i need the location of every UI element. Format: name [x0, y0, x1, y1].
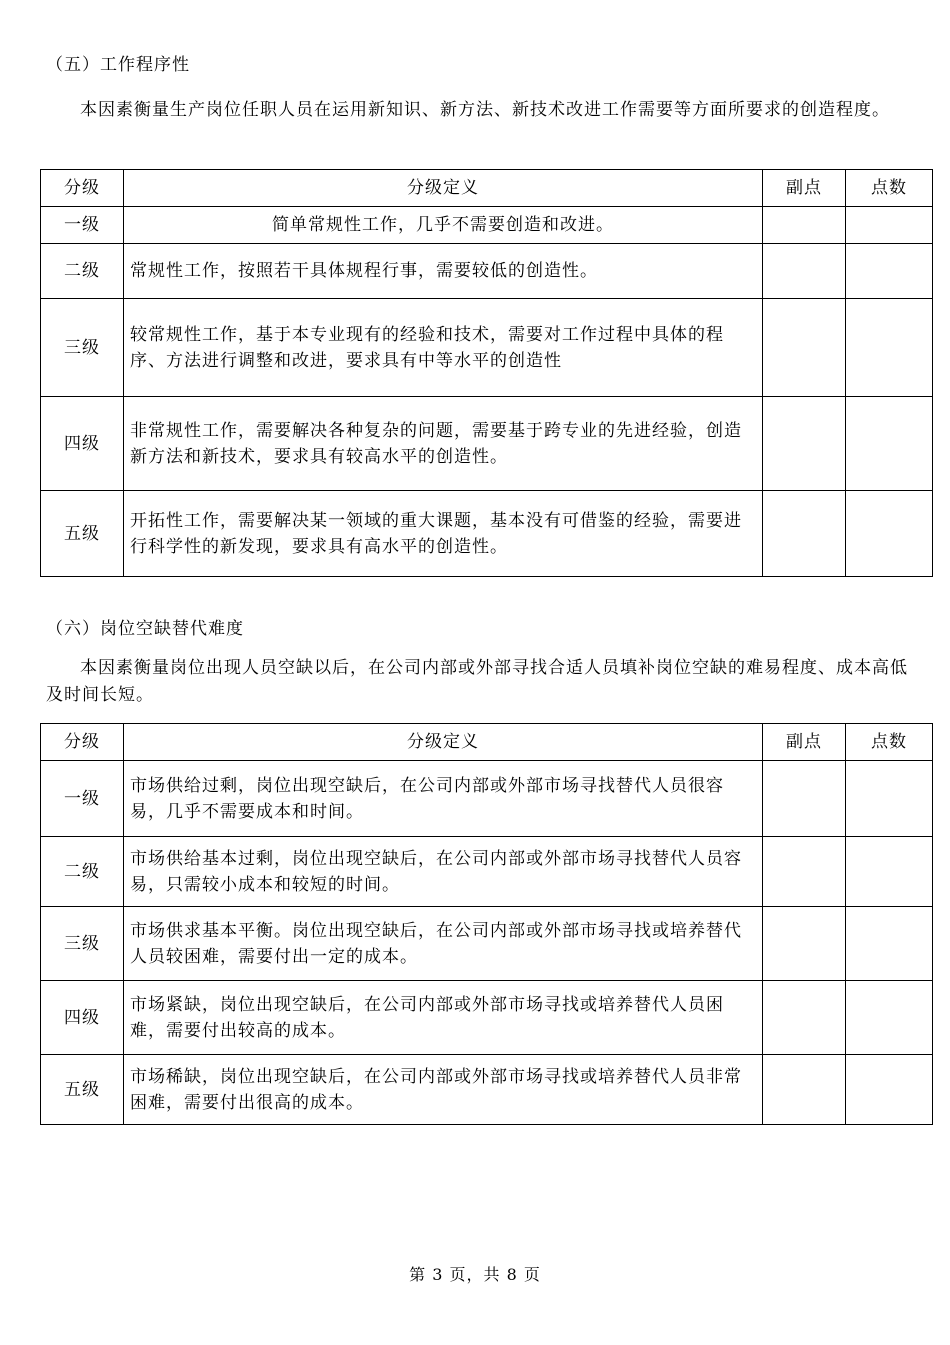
- row-level: 二级: [41, 244, 124, 299]
- row-sub-points: [763, 397, 846, 491]
- row-sub-points: [763, 981, 846, 1055]
- row-level: 一级: [41, 761, 124, 837]
- row-points: [846, 1055, 933, 1125]
- row-level: 三级: [41, 907, 124, 981]
- table-row: [41, 397, 933, 491]
- row-sub-points: [763, 761, 846, 837]
- table-row: [41, 907, 933, 981]
- table-row: [41, 299, 933, 397]
- row-definition: 市场供给基本过剩，岗位出现空缺后，在公司内部或外部市场寻找替代人员容易，只需较小成本和较短的时间。: [124, 837, 763, 907]
- row-definition: 简单常规性工作，几乎不需要创造和改进。: [124, 207, 763, 244]
- header-sub-points: 副点: [763, 170, 846, 207]
- row-level: 五级: [41, 491, 124, 577]
- table-header-row: [41, 170, 933, 207]
- row-definition: 市场紧缺，岗位出现空缺后，在公司内部或外部市场寻找或培养替代人员困难，需要付出较高的成本。: [124, 981, 763, 1055]
- row-points: [846, 981, 933, 1055]
- header-points: 点数: [846, 724, 933, 761]
- page-footer: 第 3 页，共 8 页: [409, 1265, 541, 1284]
- row-points: [846, 907, 933, 981]
- table-row: [41, 244, 933, 299]
- header-definition: 分级定义: [124, 724, 763, 761]
- table-row: [41, 981, 933, 1055]
- row-level: 四级: [41, 981, 124, 1055]
- row-sub-points: [763, 207, 846, 244]
- row-level: 一级: [41, 207, 124, 244]
- row-points: [846, 491, 933, 577]
- table-row: [41, 761, 933, 837]
- row-sub-points: [763, 299, 846, 397]
- row-definition: 市场稀缺，岗位出现空缺后，在公司内部或外部市场寻找或培养替代人员非常困难，需要付出很高的成本。: [124, 1055, 763, 1125]
- table-row: [41, 1055, 933, 1125]
- section6-table: [40, 723, 933, 1125]
- row-points: [846, 207, 933, 244]
- row-definition: 常规性工作，按照若干具体规程行事，需要较低的创造性。: [124, 244, 763, 299]
- section5-description: 本因素衡量生产岗位任职人员在运用新知识、新方法、新技术改进工作需要等方面所要求的创造程度。: [80, 100, 890, 120]
- row-level: 二级: [41, 837, 124, 907]
- row-sub-points: [763, 244, 846, 299]
- row-definition: 较常规性工作，基于本专业现有的经验和技术，需要对工作过程中具体的程序、方法进行调整和改进，要求具有中等水平的创造性: [124, 299, 763, 397]
- table-header-row: [41, 724, 933, 761]
- table-row: [41, 837, 933, 907]
- section5-heading: （五）工作程序性: [46, 55, 190, 75]
- table-row: [41, 207, 933, 244]
- row-level: 五级: [41, 1055, 124, 1125]
- row-points: [846, 397, 933, 491]
- row-sub-points: [763, 907, 846, 981]
- row-sub-points: [763, 1055, 846, 1125]
- header-definition: 分级定义: [124, 170, 763, 207]
- section5-table: [40, 169, 933, 577]
- row-points: [846, 837, 933, 907]
- section6-heading: （六）岗位空缺替代难度: [46, 619, 244, 639]
- row-sub-points: [763, 491, 846, 577]
- header-sub-points: 副点: [763, 724, 846, 761]
- row-level: 三级: [41, 299, 124, 397]
- row-points: [846, 761, 933, 837]
- row-definition: 市场供求基本平衡。岗位出现空缺后，在公司内部或外部市场寻找或培养替代人员较困难，需要付出一定的成本。: [124, 907, 763, 981]
- row-definition: 市场供给过剩，岗位出现空缺后，在公司内部或外部市场寻找替代人员很容易，几乎不需要成本和时间。: [124, 761, 763, 837]
- header-level: 分级: [41, 170, 124, 207]
- header-level: 分级: [41, 724, 124, 761]
- row-level: 四级: [41, 397, 124, 491]
- row-points: [846, 244, 933, 299]
- table-row: [41, 491, 933, 577]
- row-sub-points: [763, 837, 846, 907]
- row-points: [846, 299, 933, 397]
- section6-description: 本因素衡量岗位出现人员空缺以后，在公司内部或外部寻找合适人员填补岗位空缺的难易程度、成本高低及时间长短。: [46, 658, 908, 705]
- row-definition: 开拓性工作，需要解决某一领域的重大课题，基本没有可借鉴的经验，需要进行科学性的新发现，要求具有高水平的创造性。: [124, 491, 763, 577]
- header-points: 点数: [846, 170, 933, 207]
- row-definition: 非常规性工作，需要解决各种复杂的问题，需要基于跨专业的先进经验，创造新方法和新技术，要求具有较高水平的创造性。: [124, 397, 763, 491]
